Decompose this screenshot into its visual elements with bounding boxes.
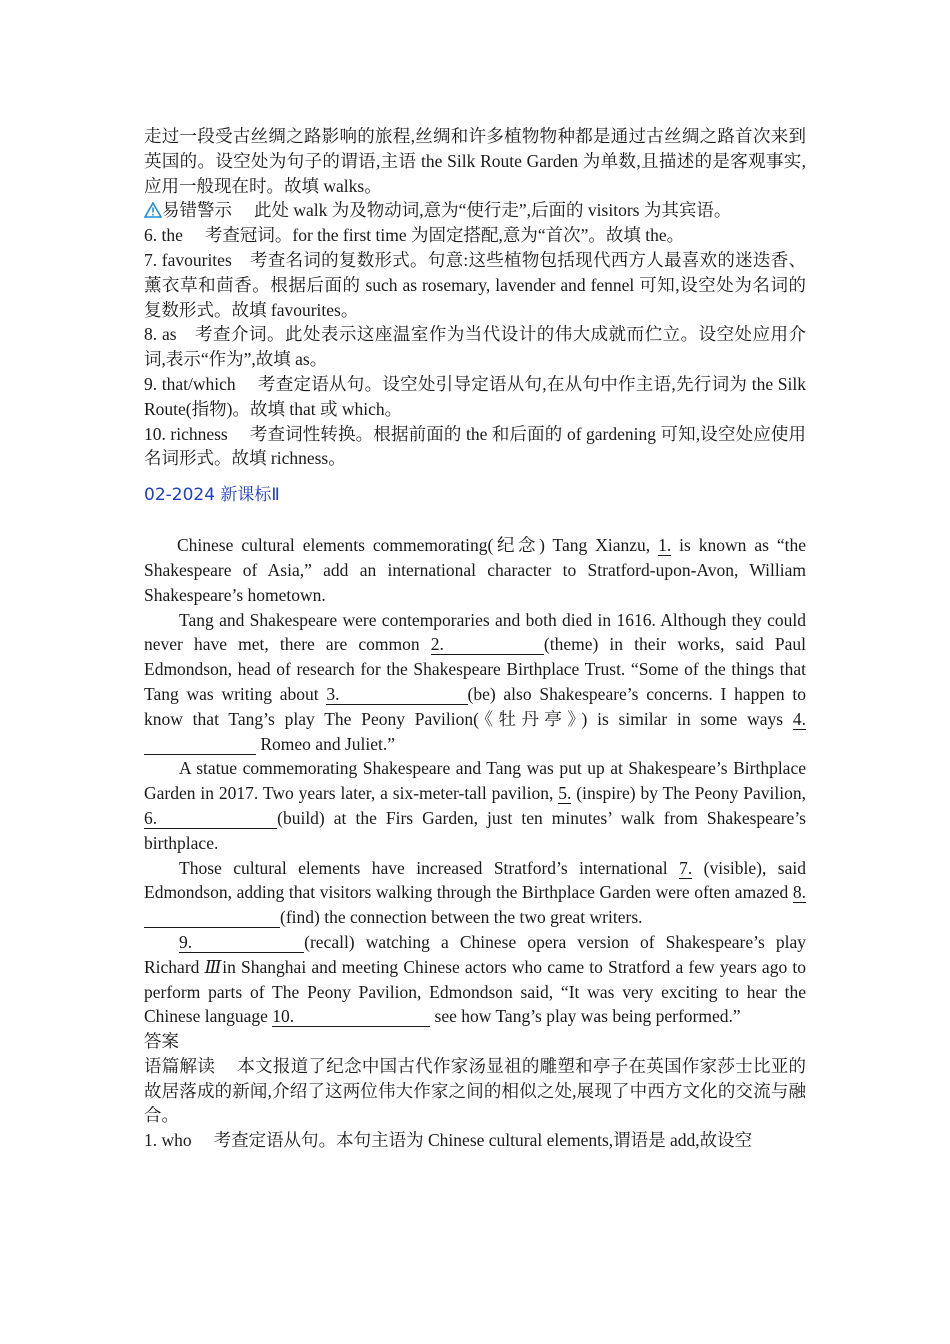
answer-label: 答案 [144,1031,179,1052]
warning-label: 易错警示 [162,200,232,221]
answer-text: 考查名词的复数形式。句意:这些植物包括现代西方人最喜欢的迷迭香、薰衣草和茴香。根据后面的 such as rosemary, lavender and fennel 可知,设空处为名词的复数形式。故填 favourites。 [144,249,806,320]
warning-note [144,198,806,223]
section-title: 02-2024 新课标Ⅱ [144,485,280,506]
answer-head: 7. favourites [144,249,232,270]
answer-text: 考查定语从句。本句主语为 Chinese cultural elements,谓语是 add,故设空 [213,1130,753,1151]
answer-item-8 [144,322,806,372]
warning-text: 此处 walk 为及物动词,意为“使行走”,后面的 visitors 为其宾语。 [254,200,732,221]
answer-item-1 [144,1128,806,1153]
blank-1[interactable]: 1. [658,535,672,556]
answer-head: 10. richness [144,423,228,444]
blank-3[interactable]: 3. [326,684,467,705]
blank-4[interactable]: 4. [144,709,806,755]
roman-numeral: Ⅲ [204,956,223,977]
answer-text: 考查冠词。for the first time 为固定搭配,意为“首次”。故填 the。 [204,225,685,246]
answer-text: 考查定语从句。设空处引导定语从句,在从句中作主语,先行词为 the Silk Route(指物)。故填 that 或 which。 [144,373,806,419]
passage-paragraph-5: 9. (recall) watching a Chinese opera version of Shakespeare’s play Richard Ⅲin Shanghai and meeting Chinese actors who came to Stratford a few years ago to perform parts of The Peony Pavilion, Edmondson said, “It was very exciting to hear the Chinese language 10. see how Tang’s play was being performed.” [144,931,806,1027]
document-content [144,124,806,1153]
answer-text: 考查词性转换。根据前面的 the 和后面的 of gardening 可知,设空处应使用名词形式。故填 richness。 [144,423,806,469]
answer-item-9 [144,372,806,422]
explanation-paragraph: 走过一段受古丝绸之路影响的旅程,丝绸和许多植物物种都是通过古丝绸之路首次来到英国的。设空处为句子的谓语,主语 the Silk Route Garden 为单数,且描述的是客观事实,应用一般现在时。故填 walks。 [144,126,806,196]
blank-2[interactable]: 2. [431,634,544,655]
blank-5[interactable]: 5. [558,783,572,804]
passage-paragraph-1: Chinese cultural elements commemorating(纪念) Tang Xianzu, 1. is known as “the Shakespeare of Asia,” add an international character to Stratford-upon-Avon, William Shakespeare’s hometown. [144,535,806,605]
answer-item-6 [144,223,806,248]
blank-10[interactable]: 10. [272,1006,430,1027]
blank-6[interactable]: 6. [144,808,277,829]
reading-summary [144,1054,806,1128]
answer-head: 6. the [144,225,183,246]
answer-head: 9. that/which [144,373,236,394]
blank-9[interactable]: 9. [179,932,304,953]
answer-text: 考查介词。此处表示这座温室作为当代设计的伟大成就而伫立。设空处应用介词,表示“作为”,故填 as。 [144,324,806,370]
reading-text: 本文报道了纪念中国古代作家汤显祖的雕塑和亭子在英国作家莎士比亚的故居落成的新闻,介绍了这两位伟大作家之间的相似之处,展现了中西方文化的交流与融合。 [144,1055,807,1126]
passage-paragraph-2: Tang and Shakespeare were contemporaries and both died in 1616. Although they could never have met, there are common 2. (theme) in their works, said Paul Edmondson, head of research for the Shakespeare Birthplace Trust. “Some of the things that Tang was writing about 3. (be) also Shakespeare’s concerns. I happen to know that Tang’s play The Peony Pavilion(《牡丹亭》) is similar in some ways 4. Romeo and Juliet.” [144,609,807,754]
passage-paragraph-4: Those cultural elements have increased Stratford’s international 7. (visible), said Edmondson, adding that visitors walking through the Birthplace Garden were often amazed 8.(find) the connection between the two great writers. [144,857,806,928]
passage-paragraph-3: A statue commemorating Shakespeare and Tang was put up at Shakespeare’s Birthplace Garden in 2017. Two years later, a six-meter-tall pavilion, 5. (inspire) by The Peony Pavilion, 6. (build) at the Firs Garden, just ten minutes’ walk from Shakespeare’s birthplace. [144,758,806,853]
blank-7[interactable]: 7. [679,857,693,878]
warning-triangle-icon [144,202,162,218]
reading-label: 语篇解读 [144,1055,216,1076]
answer-item-7 [144,248,806,322]
answer-head: 8. as [144,324,177,345]
blank-8[interactable]: 8. [144,882,806,928]
answer-head: 1. who [144,1130,192,1151]
answer-item-10 [144,422,806,472]
